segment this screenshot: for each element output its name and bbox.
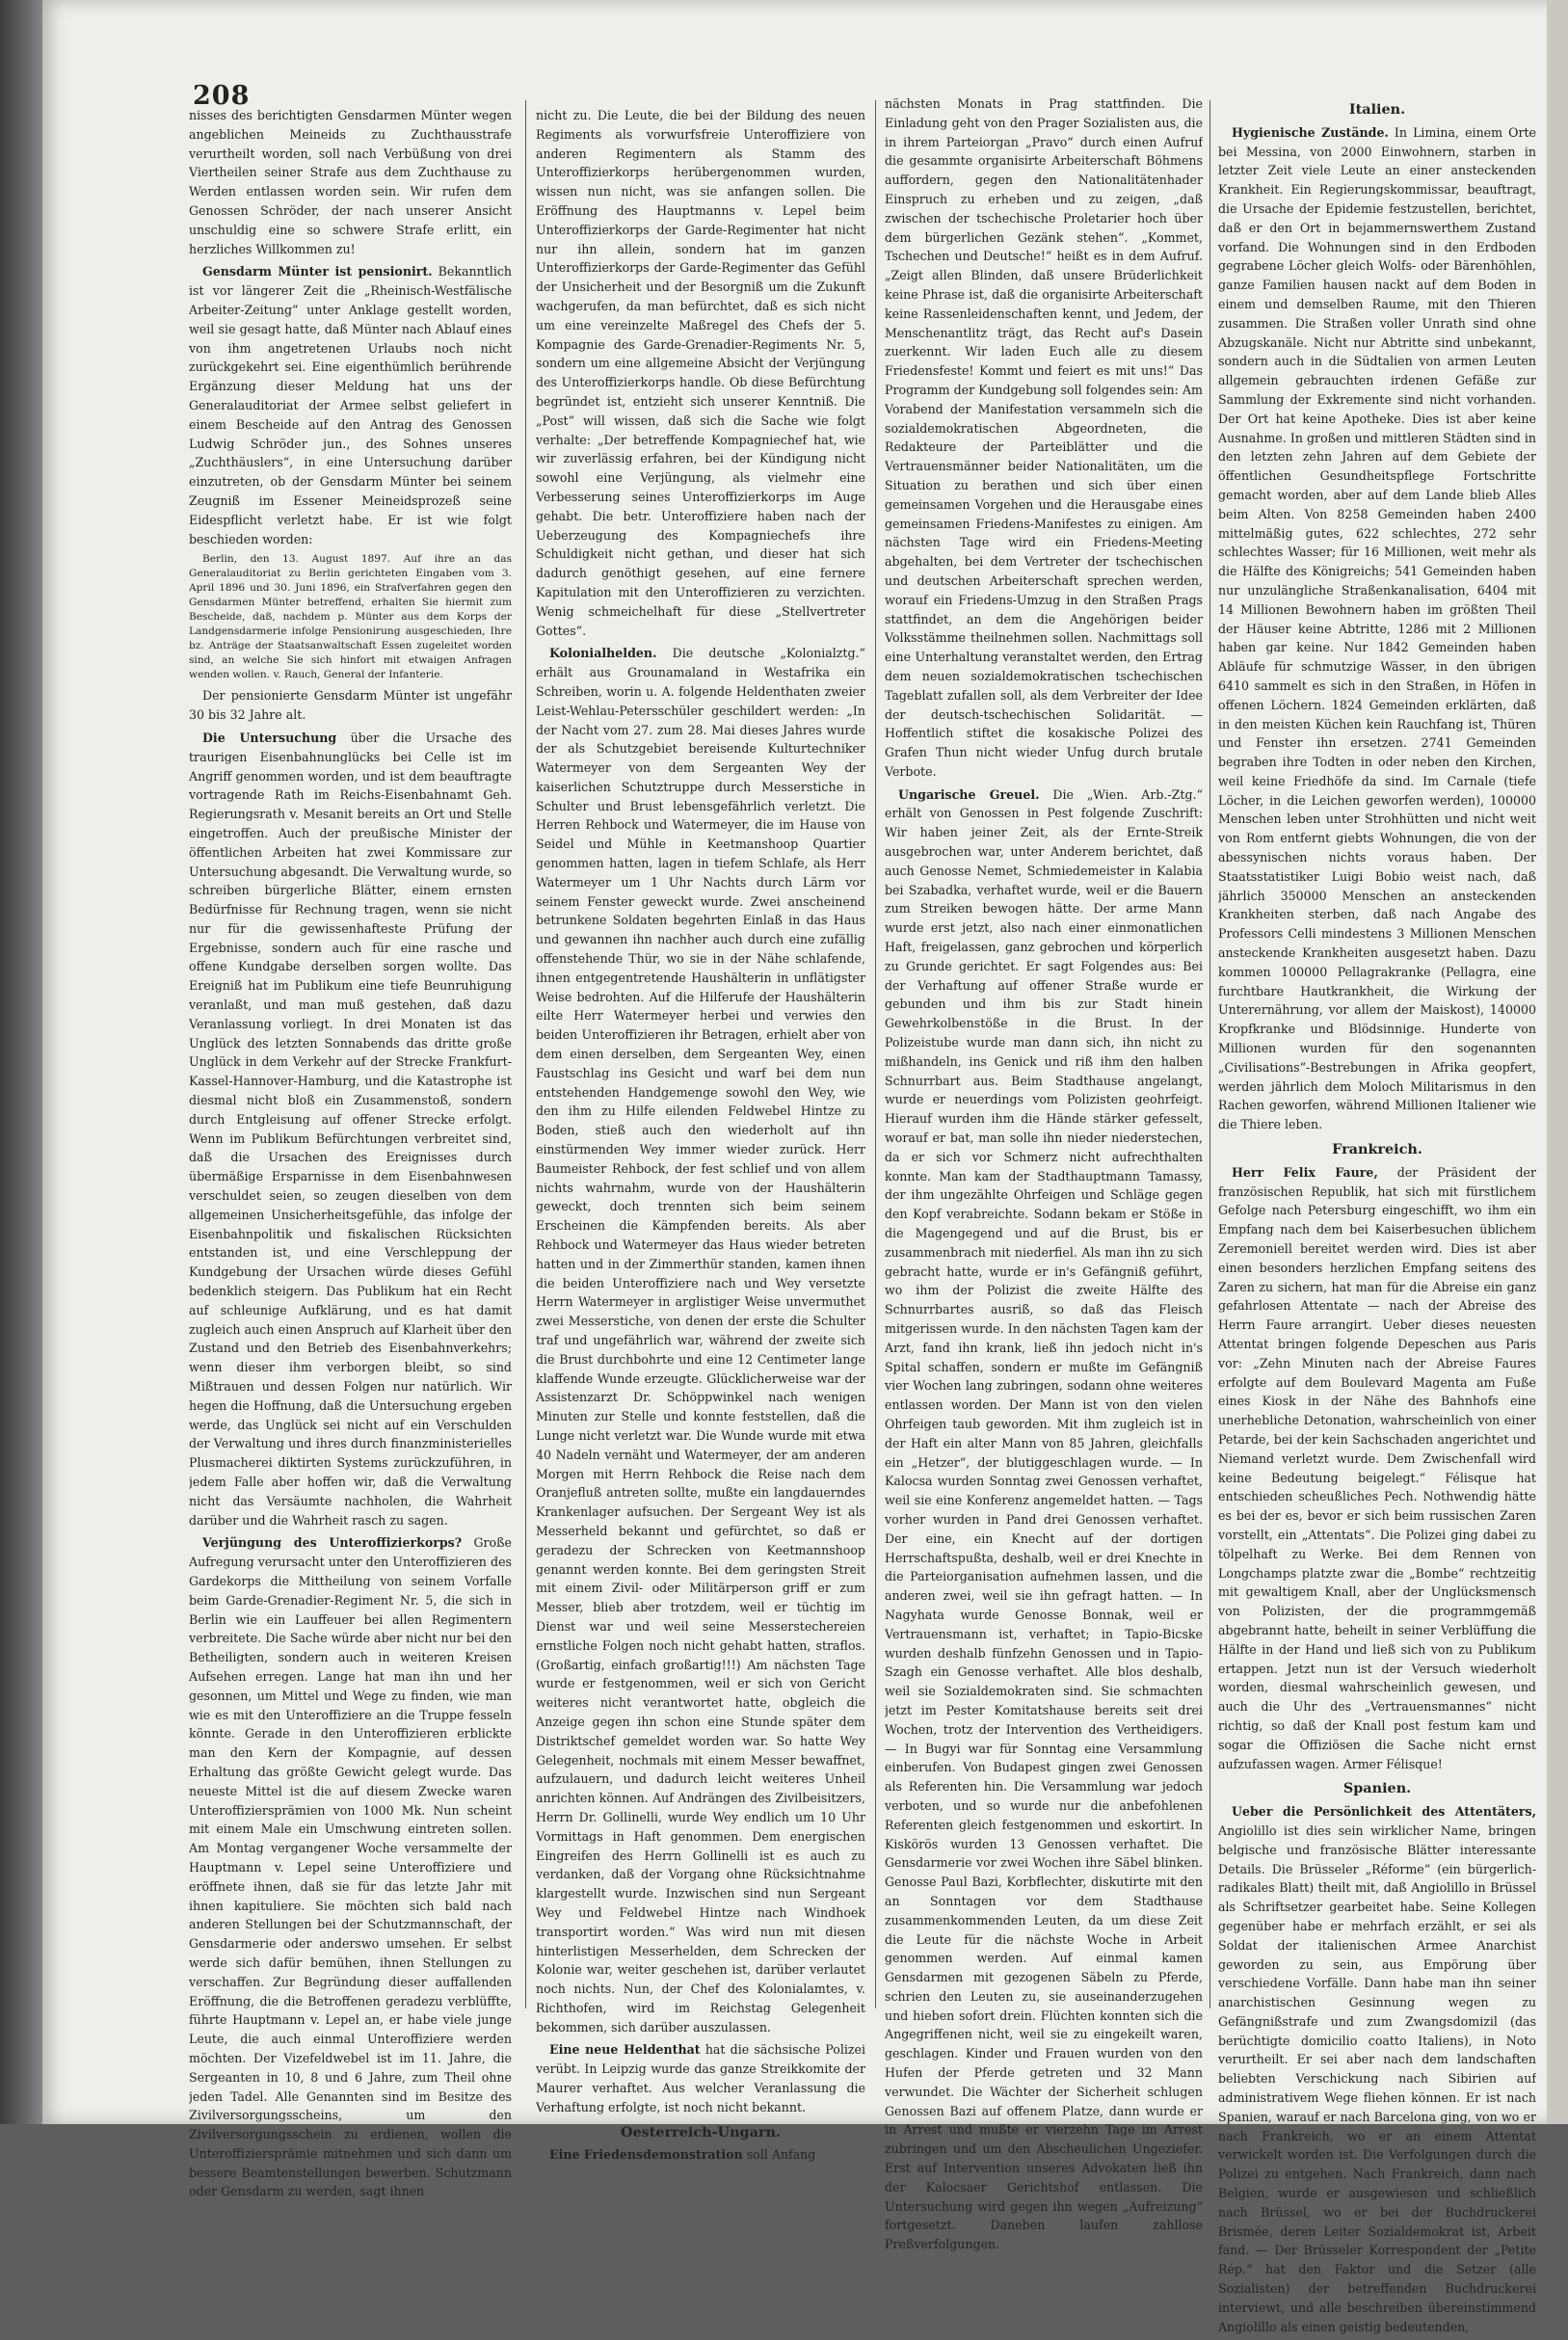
section-heading: Spanien. <box>1342 1780 1412 1797</box>
article-body-text: Angiolillo ist dies sein wirklicher Name, bringen belgische und französische Blätter interessante Details. Die Brüsseler „Réforme“ (ein bürgerlich-radikales Blatt) theilt mit, daß Angiolillo in Brüssel als Schriftsetzer gearbeitet habe. Seine Kollegen gegenüber habe er mehrfach erzählt, er sei als Soldat der italienischen Armee Anarchist geworden zu sein, aus Empörung über verschiedene Vorfälle. Dann habe man ihn seiner anarchistischen Gesinnung wegen zu Gefängnißstrafe und zum Zwangsdomizil (das berüchtigte domicilio coatto Italiens), in Noto verurtheilt. Er sei aber nach dem landschaften beliebten Verschickung nach Sibirien auf administrativem Wege fliehen können. Er ist nach Spanien, warauf er nach Barcelona ging, von wo er nach Frankreich, wo er an einem Attentat verwickelt worden ist. Die Verfolgungen durch die Polizei zu entgehen. Nach Frankreich, dann nach Belgien, wurde er ausgewiesen und schließlich nach Brüssel, wo er bei der Buchdruckerei Brismée, deren Leiter Sozialdemokrat ist, Arbeit fand. — Der Brüsseler Korrespondent der „Petite Rép.“ hat den Faktor und die Setzer (alle Sozialisten) der betreffenden Buchdruckerei interviewt, und alle beschreiben übereinstimmend Angiolillo als einen geistig bedeutenden, <box>1218 1822 1536 2334</box>
article-lead: Die Untersuchung <box>202 730 337 745</box>
article-lead: Eine Friedensdemonstration <box>549 2147 743 2163</box>
article-paragraph <box>189 729 512 1529</box>
article-body-text: über die Ursache des traurigen Eisenbahnunglücks bei Celle ist im Angriff genommen worden, und ist dem beauftragte vortragende Rath im Reichs-Eisenbahnamt Geh. Regierungsrath v. Mesanit bereits an Ort und Stelle eingetroffen. Auch der preußische Minister der öffentlichen Arbeiten hat zwei Kommissare zur Untersuchung abgesandt. Die Verwaltung wurde, so schreiben bürgerliche Blätter, einem ernsten Bedürfnisse für Rechnung tragen, wenn sie nicht nur für die gewissenhafteste Prüfung der Ergebnisse, sondern auch für eine rasche und offene Kundgabe derselben sorgen wollte. Das Ereigniß hat im Publikum eine tiefe Beunruhigung veranlaßt, und man muß gestehen, daß dazu Veranlassung vorliegt. In drei Monaten ist das Unglück des letzten Sonnabends das dritte große Unglück in dem Verkehr auf der Strecke Frankfurt-Kassel-Hannover-Hamburg, und die Katastrophe ist diesmal nicht bloß ein Zusammenstoß, sondern durch Entgleisung auf offener Strecke erfolgt. Wenn im Publikum Befürchtungen verbreitet sind, daß die Ursachen des Ereignisses durch übermäßige Ersparnisse in dem Eisenbahnwesen verschuldet seien, so zeugen dieselben von dem allgemeinen Unsicherheitsgefühle, das infolge der Eisenbahnpolitik und fiskalischen Rücksichten entstanden ist, und eine Verschleppung der Kundgebung der Ursachen würde dieses Gefühl bedenklich steigern. Das Publikum hat ein Recht auf schleunige Aufklärung, und es hat damit zugleich auch einen Anspruch auf Klarheit über den Zustand und den Betrieb des Eisenbahnverkehrs; wenn dieser ihm verborgen bleibt, so sind Mißtrauen und dessen Folgen nur natürlich. Wir hegen die Hoffnung, daß die Untersuchung ergeben werde, das Unglück sei nicht auf ein Verschulden der Verwaltung und ihres durch finanzministerielles Plusmacherei diktirten Systems zurückzuführen, in jedem Falle aber hoffen wir, daß die Verwaltung nicht das Versäumte nachholen, die Wahrheit darüber und die Wahrheit rasch zu sagen. <box>189 730 512 1528</box>
article-paragraph <box>189 1533 512 2201</box>
article-paragraph <box>885 785 1203 2254</box>
article-paragraph <box>189 106 512 258</box>
section-heading: Italien. <box>1348 101 1406 118</box>
article-body-text: Berlin, den 13. August 1897. Auf ihre an das Generalauditoriat zu Berlin gerichteten Eingaben vom 3. April 1896 und 30. Juni 1896, ein Strafverfahren gegen den Gensdarmen Münter betreffend, erhalten Sie hiermit zum Bescheide, daß, nachdem p. Münter aus dem Korps der Landgensdarmerie infolge Pensionirung ausgeschieden, Ihre bz. Anträge der Staatsanwaltschaft Essen zugeleitet worden sind, an welche Sie sich hinfort mit etwaigen Anfragen wenden wollen. v. Rauch, General der Infanterie. <box>189 553 512 681</box>
article-body-text: nicht zu. Die Leute, die bei der Bildung des neuen Regiments als vorwurfsfreie Unteroffiziere von anderen Regimentern als Stamm des Unteroffizierkorps herübergenommen wurden, wissen nun nicht, was sie anfangen sollen. Die Eröffnung des Hauptmanns v. Lepel beim Unteroffizierkorps der Garde-Regimenter hat nicht nur ihn allein, sondern hat im ganzen Unteroffizierkorps der Garde-Regimenter das Gefühl der Unsicherheit und der Besorgniß um die Zukunft wachgerufen, da man befürchtet, daß es sich nicht um eine vereinzelte Maßregel des Chefs der 5. Kompagnie des Garde-Grenadier-Regiments Nr. 5, sondern um eine allgemeine Absicht der Verjüngung des Unteroffizierkorps handle. Ob diese Befürchtung begründet ist, entzieht sich unserer Kenntniß. Die „Post“ will wissen, daß sich die Sache wie folgt verhalte: „Der betreffende Kompagniechef hat, wie wir zuverlässig erfahren, bei der Kündigung nicht sowohl eine Verjüngung, als vielmehr eine Verbesserung seines Unteroffizierkorps im Auge gehabt. Die betr. Unteroffiziere haben nach der Ueberzeugung des Kompagniechefs ihre Schuldigkeit nicht gethan, und dieser hat sich dadurch genöthigt gesehen, auf eine fernere Kapitulation mit den Unteroffizieren zu verzichten. Wenig schmeichelhaft für diese „Stellvertreter Gottes“. <box>536 108 865 638</box>
section-heading: Oesterreich-Ungarn. <box>620 2123 782 2141</box>
section-heading: Frankreich. <box>1332 1141 1422 1158</box>
article-paragraph <box>885 94 1203 782</box>
article-body-text: der Präsident der französischen Republik, hat sich mit fürstlichem Gefolge nach Petersburg eingeschifft, wo ihm ein Empfang nach dem bei Kaiserbesuchen üblichem Zeremoniell bereitet werden wird. Dies ist aber einen besonders herzlichen Empfang seitens des Zaren zu sichern, hat man für die Abreise ein ganz gefahrlosen Attentate — nach der Abreise des Herrn Faure arrangirt. Ueber dieses neuesten Attentat bringen folgende Depeschen aus Paris vor: „Zehn Minuten nach der Abreise Faures erfolgte auf dem Boulevard Magenta am Fuße eines Kiosk in der Nähe des Bahnhofs eine unerhebliche Detonation, wahrscheinlich von einer Petarde, bei der kein Sachschaden angerichtet und Niemand verletzt wurde. Dem Zwischenfall wird keine Bedeutung beigelegt.“ Félisque hat entschieden scheußliches Pech. Nothwendig hätte es bei der es, bevor er sich beim russischen Zaren vorstellt, ein „Attentats“. Die Polizei ging dabei zu tölpelhaft zu Werke. Bei dem Rennen von Longchamps platzte zwar die „Bombe“ rechtzeitig mit gewaltigem Knall, aber der Unglücksmensch von Polizisten, der die programmgemäß abgebrannt hatte, beheilt in seiner Verblüffung die Hälfte in der Hand und ließ sich von zu Publikum ertappen. Jetzt nun ist der Versuch wiederholt worden, diesmal wahrscheinlich gewesen, und auch die Uhr des „Vertrauensmannes“ nicht richtig, so daß der Knall post festum kam und sogar die Offiziösen die Sache nicht ernst aufzufassen wagen. Armer Félisque! <box>1218 1164 1536 1771</box>
article-paragraph <box>189 686 512 725</box>
article-body-text: hat die sächsische Polizei verübt. In Leipzig wurde das ganze Streikkomite der Maurer verhaftet. Aus welcher Veranlassung die Verhaftung erfolgte, ist noch nicht bekannt. <box>536 2042 865 2114</box>
article-lead: Hygienische Zustände. <box>1232 124 1389 140</box>
article-paragraph <box>536 2040 865 2116</box>
article-body-text: Große Aufregung verursacht unter den Unteroffizieren des Gardekorps die Mittheilung von seinem Vorfalle beim Garde-Grenadier-Regiment Nr. 5, die sich in Berlin wie ein Lauffeuer bei allen Regimentern verbreitete. Die Sache würde aber nicht nur bei den Betheiligten, sondern auch in weiteren Kreisen Aufsehen erregen. Lange hat man ihn und her gesonnen, um Mittel und Wege zu finden, wie man wie es mit den Unteroffiziere an die Truppe fesseln könnte. Gerade in den Unteroffizieren erblickte man den Kern der Kompagnie, auf dessen Erhaltung das größte Gewicht gelegt wurde. Das neueste Mittel ist die auf diesem Zwecke waren Unteroffiziersprämien von 1000 Mk. Nun scheint mit einem Male ein Umschwung eintreten sollen. Am Montag vergangener Woche versammelte der Hauptmann v. Lepel seine Unteroffiziere und eröffnete ihnen, daß sie für das letzte Jahr mit ihnen kapituliere. Sie möchten sich bald nach anderen Stellungen bei der Schutzmannschaft, der Gensdarmerie oder anderswo umsehen. Er selbst werde sich dafür bemühen, ihnen Stellungen zu verschaffen. Zur Begründung dieser auffallenden Eröffnung, die die Betroffenen geradezu verblüffte, führte Hauptmann v. Lepel an, er habe viele junge Leute, die auch einmal Unteroffiziere werden möchten. Der Vizefeldwebel ist im 11. Jahre, die Sergeanten in 10, 8 und 6 Jahre, zum Theil ohne jeden Tadel. Alle Genannten sind im Besitze des Zivilversorgungsscheins, um den Zivilversorgungsschein zu erdienen, wollen die Unteroffiziersprämie mitnehmen und sich dann um bessere Beamtenstellungen bewerben. Schutzmann oder Gensdarm zu werden, sagt ihnen <box>189 1535 512 2199</box>
article-body-text: In Limina, einem Orte bei Messina, von 2000 Einwohnern, starben in letzter Zeit viele Leute an einer ansteckenden Krankheit. Ein Regierungskommissar, beauftragt, die Ursache der Epidemie festzustellen, berichtet, daß er den Ort in bejammernswerthem Zustand vorfand. Die Wohnungen sind in den Erdboden gegrabene Löcher gleich Wolfs- oder Bärenhöhlen, ganze Familien hausen nackt auf dem Boden in einem und demselben Raume, mit den Thieren zusammen. Die Straßen voller Unrath sind ohne Abzugskanäle. Nicht nur Abtritte sind unbekannt, sondern auch in die Südtalien von armen Leuten allgemein gebrauchten irdenen Gefäße zur Sammlung der Exkremente sind nicht vorhanden. Der Ort hat keine Apotheke. Dies ist aber keine Ausnahme. In großen und mittleren Städten sind in den letzten zehn Jahren auf dem Gebiete der öffentlichen Gesundheitspflege Fortschritte gemacht worden, aber auf dem Lande blieb Alles beim Alten. Von 8258 Gemeinden haben 2400 mittelmäßig gutes, 622 schlechtes, 272 sehr schlechtes Wasser; für 16 Millionen, weit mehr als die Hälfte des Königreichs; 541 Gemeinden haben nur unzulängliche Straßenkanalisation, 6404 mit 14 Millionen Bewohnern haben im größten Theil der Häuser keine Abtritte, 1286 mit 2 Millionen haben gar keine. Nur 1842 Gemeinden haben Abläufe für schmutzige Wässer, in den übrigen 6410 sammelt es sich in den Straßen, in Höfen in offenen Löchern. 1824 Gemeinden erklärten, daß in den meisten Küchen kein Rauchfang ist, Thüren und Fenster ihn ersetzen. 2741 Gemeinden begraben ihre Todten in oder neben den Kirchen, weil keine Friedhöfe da sind. Im Carnale (tiefe Löcher, in die Leichen geworfen werden), 100000 Menschen leben unter Strohhütten und nicht weit von Rom entfernt giebts Wohnungen, die von der abessynischen nichts voraus haben. Der Staatsstatistiker Luigi Bobio weist nach, daß jährlich 350000 Menschen an ansteckenden Krankheiten sterben, daß nach Angabe des Professors Celli mindestens 3 Millionen Menschen ansteckende Krankheiten ausgesetzt haben. Dazu kommen 100000 Pellagrakranke (Pellagra, eine furchtbare Hautkrankheit, die Wirkung der Unterernährung, vor allem der Maiskost), 140000 Kropfkranke und Blödsinnige. Hunderte von Millionen wurden für den sogenannten „Civilisations“-Bestrebungen in Afrika geopfert, werden jährlich dem Moloch Militarismus in den Rachen geworfen, während Millionen Italiener wie die Thiere leben. <box>1218 124 1536 1132</box>
column-3 <box>885 94 1203 2258</box>
notice-text <box>189 552 512 682</box>
article-lead: Gensdarm Münter ist pensionirt. <box>202 264 433 279</box>
article-lead: Kolonialhelden. <box>549 646 657 661</box>
article-paragraph <box>536 2145 865 2165</box>
article-paragraph <box>536 644 865 2036</box>
article-body-text: Die „Wien. Arb.-Ztg.“ erhält von Genossen in Pest folgende Zuschrift: Wir haben jeiner Zeit, als der Ernte-Streik ausgebrochen war, unter Anderem berichtet, daß auch Genosse Nemet, Schmiedemeister in Kalabia bei Szabadka, verhaftet wurde, weil er die Bauern zum Streiken bewogen hätte. Der arme Mann wurde erst jetzt, also nach einer einmonatlichen Haft, freigelassen, ganz gebrochen und körperlich zu Grunde gerichtet. Er sagt Folgendes aus: Bei der Verhaftung auf offener Straße wurde er gebunden und ihm bis zur Stadt hinein Gewehrkolbenstöße in die Brust. In der Polizeistube wurde man dann sich, ihn nicht zu mißhandeln, ins Genick und riß ihm den halben Schnurrbart aus. Beim Stadthause angelangt, wurde er neuerdings vom Polizisten geohrfeigt. Hierauf wurden ihm die Hände stärker gefesselt, worauf er bat, man solle ihn nieder niederstechen, da er sich vor Schmerz nicht aufrechthalten konnte. Man kam der Stadthauptmann Tamassy, der ihm ungezählte Ohrfeigen und Schläge gegen den Kopf verabreichte. Sodann bekam er Stöße in die Magengegend und auf die Brust, bis er zusammenbrach mit niederfiel. Als man ihn zu sich gebracht hatte, wurde er in's Gefängniß geführt, wo ihm der Polizist die zweite Hälfte des Schnurrbartes ausriß, so daß das Fleisch mitgerissen wurde. In den nächsten Tagen kam der Arzt, fand ihn krank, ließ ihn jedoch nicht in's Spital schaffen, sondern er mußte im Gefängniß vier Wochen lang zubringen, sodann ohne weiteres entlassen worden. Der Mann ist von den vielen Ohrfeigen taub geworden. Mit ihm zugleich ist in der Haft ein alter Mann von 85 Jahren, gleichfalls ein „Hetzer“, der blutiggeschlagen wurde. — In Kalocsa wurden Sonntag zwei Genossen verhaftet, weil sie eine Konferenz angemeldet hatten. — Tags vorher wurden in Pand drei Genossen verhaftet. Der eine, ein Knecht auf der dortigen Herrschaftspußta, deshalb, weil er drei Knechte in die Parteiorganisation aufnehmen lassen, und die anderen zwei, weil sie ihn gefragt hatten. — In Nagyhata wurde Genosse Bonnak, weil er Vertrauensmann ist, verhaftet; in Tapio-Bicske wurden deshalb fünfzehn Genossen und in Tapio-Szagh ein Genosse verhaftet. Alle blos deshalb, weil sie Sozialdemokraten sind. Sie schmachten jetzt im Pester Komitatshause bereits seit drei Wochen, trotz der Intervention des Vertheidigers. — In Bugyi war für Sonntag eine Versammlung einberufen. Von Budapest gingen zwei Genossen als Referenten hin. Die Versammlung war jedoch verboten, und so wurde nur die anbefohlenen Referenten gleich festgenommen und eskortirt. In Kiskörös wurden 13 Genossen verhaftet. Die Gensdarmerie vor zwei Wochen ihre Säbel blinken. Genosse Paul Bazi, Korbflechter, diskutirte mit den an Sonntagen vor dem Stadthause zusammenkommenden Leuten, da um diese Zeit die Leute für die nächste Woche in Arbeit genommen werden. Auf einmal kamen Gensdarmen mit gezogenen Säbeln zu Pferde, schrien den Leuten zu, sie auseinanderzugehen und hieben sofort drein. Flüchten konnten sich die Angegriffenen nicht, weil sie zu eingekeilt waren, geschlagen. Kinder und Frauen wurden von den Hufen der Pferde getreten und 32 Mann verwundet. Die Wächter der Sicherheit schlugen Genossen Bazi auf offenem Platze, dann wurde er in Arrest und mußte er vierzehn Tage im Arrest zubringen und um den Abscheulichen Ungeziefer. Erst auf Intervention unseres Advokaten ließ ihn der Kalocsaer Gerichtshof entlassen. Die Untersuchung wird gegen ihn wegen „Aufreizung“ fortgesetzt. Daneben laufen zahllose Preßverfolgungen. <box>885 786 1203 2252</box>
article-body-text: nisses des berichtigten Gensdarmen Münter wegen angeblichen Meineids zu Zuchthausstrafe verurtheilt worden, soll nach Verbüßung von drei Viertheilen seiner Strafe aus dem Zuchthause zu Werden entlassen worden sein. Wir rufen dem Genossen Schröder, der nach unserer Ansicht unschuldig eine so schwere Strafe erlitt, ein herzliches Willkommen zu! <box>189 108 512 256</box>
article-lead: Herr Felix Faure, <box>1232 1164 1378 1180</box>
page-number: 208 <box>193 81 251 111</box>
page-edge <box>1547 0 1568 2124</box>
article-paragraph <box>536 106 865 640</box>
article-lead: Eine neue Heldenthat <box>549 2042 701 2058</box>
article-paragraph <box>189 262 512 548</box>
column-rule <box>875 100 876 2008</box>
scan-margin <box>0 0 44 2124</box>
article-paragraph <box>1218 1163 1536 1774</box>
article-lead: Ueber die Persönlichkeit des Attentäters, <box>1232 1804 1536 1820</box>
article-paragraph <box>1218 123 1536 1134</box>
column-2 <box>536 106 865 2168</box>
column-4 <box>1218 94 1536 2340</box>
article-body-text: soll Anfang <box>742 2147 816 2163</box>
article-body-text: nächsten Monats in Prag stattfinden. Die Einladung geht von den Prager Sozialisten aus, die in ihrem Parteiorgan „Pravo“ durch einen Aufruf die gesammte organisirte Arbeiterschaft Böhmens auffordern, gegen den Nationalitätenhader Einspruch zu erheben und zu zeigen, „daß zwischen der tschechische Proletarier hoch über dem bürgerlichen Gezänk stehen“. „Kommet, Tschechen und Deutsche!“ heißt es in dem Aufruf. „Zeigt allen Blinden, daß unsere Brüderlichkeit keine Phrase ist, daß die organisirte Arbeiterschaft keine Rassenleidenschaften kennt, und Jedem, der Menschenantlitz trägt, das Recht auf's Dasein zuerkennt. Wir laden Euch alle zu diesem Friedensfeste! Kommt und feiert es mit uns!“ Das Programm der Kundgebung soll folgendes sein: Am Vorabend der Manifestation versammeln sich die sozialdemokratischen Abgeordneten, die Redakteure der Parteiblätter und die Vertrauensmänner beider Nationalitäten, um die Situation zu berathen und sich über einen gemeinsamen Vorgehen und die Herausgabe eines gemeinsamen Friedens-Manifestes zu einigen. Am nächsten Tage wird ein Friedens-Meeting abgehalten, bei dem Vertreter der tschechischen und deutschen Arbeiterschaft sprechen werden, worauf ein Friedens-Umzug in den Straßen Prags stattfindet, an dem die Angehörigen beider Volksstämme theilnehmen sollen. Nachmittags soll eine Unterhaltung veranstaltet werden, den Ertrag dem neuen sozialdemokratischen tschechischen Tageblatt zufallen soll, als dem Verbreiter der Idee der deutsch-tschechischen Solidarität. — Hoffentlich stiftet die kosakische Polizei des Grafen Thun nicht wieder Unfug durch brutale Verbote. <box>885 96 1203 779</box>
article-body-text: Der pensionierte Gensdarm Münter ist ungefähr 30 bis 32 Jahre alt. <box>189 688 512 723</box>
column-rule <box>525 100 526 2008</box>
article-body-text: Die deutsche „Kolonialztg.“ erhält aus Grounamaland in Westafrika ein Schreiben, worin u. A. folgende Heldenthaten zweier Leist-Wehlau-Petersschüler geschildert werden: „In der Nacht vom 27. zum 28. Mai dieses Jahres wurde der als Schutzgebiet bereisende Kulturtechniker Watermeyer von dem Sergeanten Wey der kaiserlichen Schutztruppe durch Messerstiche in Schulter und Brust lebensgefährlich verletzt. Die Herren Rehbock und Watermeyer, die im Hause von Seidel und Mühle in Keetmanshoop Quartier genommen hatten, lagen in tiefem Schlafe, als Herr Watermeyer um 1 Uhr Nachts durch Lärm vor seinem Fenster geweckt wurde. Zwei anscheinend betrunkene Soldaten begehrten Einlaß in das Haus und gewannen ihn nachher auch durch eine zufällig offenstehende Thür, wo sie in der Nähe schlafende, ihnen entgegentretende Haushälterin in unflätigster Weise bedrohten. Auf die Hilferufe der Haushälterin eilte Herr Watermeyer herbei und verwies den beiden Unteroffizieren ihr Betragen, erhielt aber von dem einen derselben, dem Sergeanten Wey, einen Faustschlag ins Gesicht und warf bei dem nun entstehenden Handgemenge sowohl den Wey, wie den ihm zu Hilfe eilenden Feldwebel Hintze zu Boden, stieß auch den wiederholt auf ihn einstürmenden Wey immer wieder zurück. Herr Baumeister Rehbock, der fest schlief und von allem nichts wahrnahm, wurde von der Haushälterin geweckt, doch trennten sich beim seinem Erscheinen die Kämpfenden bereits. Als aber Rehbock und Watermeyer das Haus wieder betreten hatten und in der Zimmerthür standen, kamen ihnen die beiden Unteroffiziere nach und Wey versetzte Herrn Watermeyer in arglistiger Weise unvermuthet zwei Messerstiche, von denen der erste die Schulter traf und ungefährlich war, während der zweite sich die Brust durchbohrte und eine 12 Centimeter lange klaffende Wunde erzeugte. Glücklicherweise war der Assistenzarzt Dr. Schöppwinkel nach wenigen Minuten zur Stelle und konnte feststellen, daß die Lunge nicht verletzt war. Die Wunde wurde mit etwa 40 Nadeln vernäht und Watermeyer, der am anderen Morgen mit Herrn Rehbock die Reise nach dem Oranjefluß antreten sollte, mußte ein langdauerndes Krankenlager aufsuchen. Der Sergeant Wey ist als Messerheld bekannt und gefürchtet, so daß er geradezu der Schrecken von Keetmannshoop genannt werden konnte. Bei dem geringsten Streit mit einem Zivil- oder Militärperson griff er zum Messer, blieb aber trotzdem, weil er tüchtig im Dienst war und weil seine Messerstechereien ernstliche Folgen noch nicht gehabt hatten, straflos. (Großartig, einfach großartig!!!) Am nächsten Tage wurde er festgenommen, weil er sich von Gericht weiteres nicht verantwortet hatte, obgleich die Anzeige gegen ihn schon eine Stunde später dem Distriktschef gemeldet worden war. So hatte Wey Gelegenheit, nochmals mit einem Messer bewaffnet, aufzulauern, und dadurch leicht weiteres Unheil anrichten können. Auf Andrängen des Zivilbeisitzers, Herrn Dr. Gollinelli, wurde Wey endlich um 10 Uhr Vormittags in Haft genommen. Dem energischen Eingreifen des Herrn Gollinelli ist es auch zu verdanken, daß der Vorgang ohne Rücksichtnahme klargestellt wurde. Inzwischen sind nun Sergeant Wey und Feldwebel Hintze nach Windhoek transportirt worden.“ Was wird nun mit diesen hinterlistigen Messerhelden, dem Schrecken der Kolonie war, weiter geschehen ist, darüber verlautet noch nichts. Nun, der Chef des Kolonialamtes, v. Richthofen, wird im Reichstag Gelegenheit bekommen, sich darüber auszulassen. <box>536 646 865 2034</box>
column-rule <box>1209 100 1210 2008</box>
article-body-text: Bekanntlich ist vor längerer Zeit die „Rheinisch-Westfälische Arbeiter-Zeitung“ unter Anklage gestellt worden, weil sie gesagt hatte, daß Münter nach Ablauf eines von ihm angetretenen Urlaubs noch nicht zurückgekehrt sei. Eine eigenthümlich berührende Ergänzung dieser Meldung hat uns der Generalauditoriat der Armee selbst geliefert in einem Bescheide auf den Antrag des Genossen Ludwig Schröder jun., des Sohnes unseres „Zuchthäuslers“, in eine Untersuchung darüber einzutreten, ob der Gensdarm Münter bei seinem Zeugniß im Essener Meineidsprozeß seine Eidespflicht verletzt habe. Er ist wie folgt beschieden worden: <box>189 264 512 546</box>
article-lead: Verjüngung des Unteroffizierkorps? <box>202 1535 463 1551</box>
article-paragraph <box>1218 1802 1536 2336</box>
article-lead: Ungarische Greuel. <box>898 786 1040 802</box>
column-1 <box>189 106 512 2205</box>
